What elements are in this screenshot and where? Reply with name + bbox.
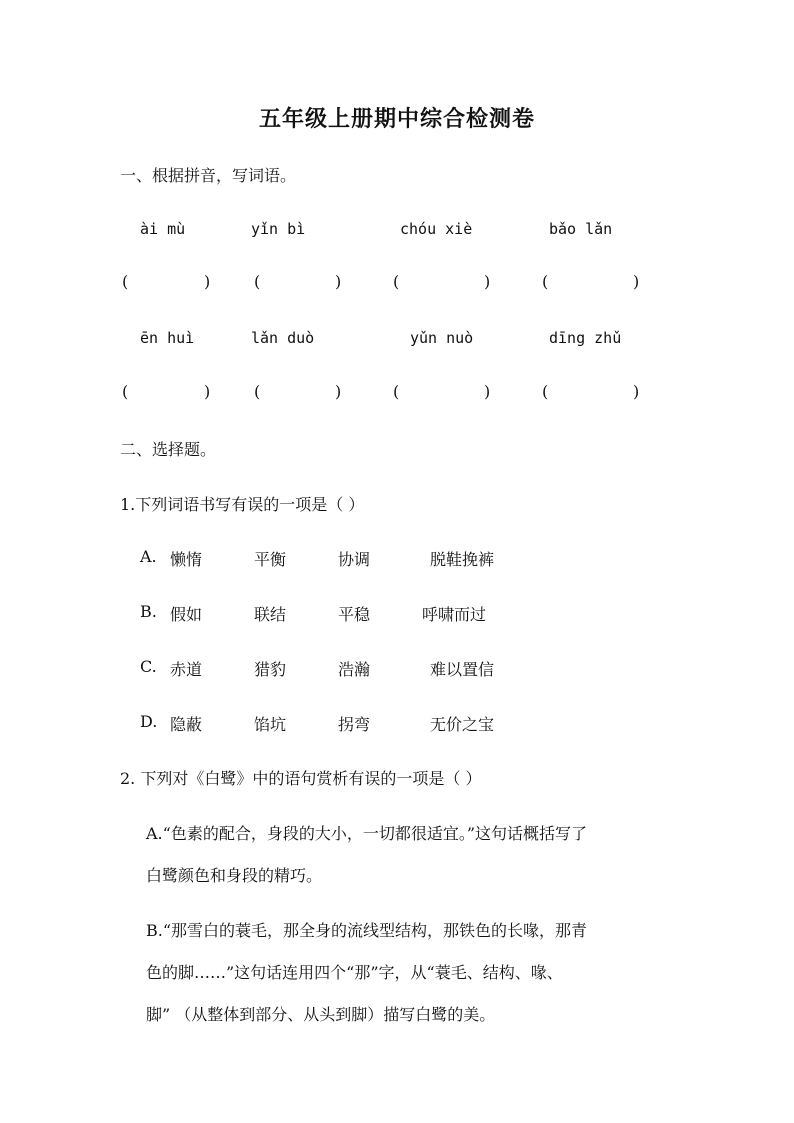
answer-blank-close: ) [484, 382, 491, 401]
q1-option-b-word-1: 假如 [170, 605, 203, 624]
question-2-stem: 2. 下列对《白鹭》中的语句赏析有误的一项是（ ） [120, 769, 482, 788]
answer-blank-close: ) [335, 382, 342, 401]
q2-option-b-line-3: 脚” （从整体到部分、从头到脚）描写白鹭的美。 [146, 1005, 496, 1024]
page-title: 五年级上册期中综合检测卷 [258, 106, 535, 132]
pinyin-7: yǔn nuò [410, 329, 474, 347]
pinyin-1: ài mù [140, 220, 186, 238]
q1-option-c-word-1: 赤道 [170, 660, 203, 679]
answer-blank-close: ) [633, 382, 640, 401]
q1-option-a-word-1: 懒惰 [170, 550, 203, 569]
answer-blank-close: ) [204, 382, 211, 401]
answer-blank-open: ( [122, 272, 129, 291]
q1-option-d-word-3: 拐弯 [338, 715, 371, 734]
answer-blank-close: ) [484, 272, 491, 291]
q1-option-d-letter: D. [140, 712, 158, 731]
q2-option-a-line-1: A.“色素的配合，身段的大小，一切都很适宜。”这句话概括写了 [146, 824, 588, 843]
pinyin-3: chóu xiè [400, 220, 473, 238]
q2-option-b-line-2: 色的脚……”这句话连用四个“那”字，从“蓑毛、结构、喙、 [146, 963, 563, 982]
answer-blank-open: ( [393, 382, 400, 401]
q2-option-a-line-2: 白鹭颜色和身段的精巧。 [146, 866, 323, 885]
q1-option-b-word-3: 平稳 [338, 605, 371, 624]
q1-option-d-word-1: 隐蔽 [170, 715, 203, 734]
q1-option-b-word-4: 呼啸而过 [422, 605, 487, 624]
answer-blank-close: ) [335, 272, 342, 291]
q1-option-c-letter: C. [140, 657, 157, 676]
answer-blank-open: ( [393, 272, 400, 291]
pinyin-6: lǎn duò [251, 329, 315, 347]
q1-option-c-word-3: 浩瀚 [338, 660, 371, 679]
pinyin-8: dīng zhǔ [549, 329, 622, 347]
answer-blank-open: ( [542, 272, 549, 291]
q1-option-b-word-2: 联结 [254, 605, 287, 624]
pinyin-5: ēn huì [140, 329, 195, 347]
q1-option-d-word-2: 馅坑 [254, 715, 287, 734]
q1-option-a-letter: A. [140, 547, 157, 566]
q1-option-c-word-2: 猎豹 [254, 660, 287, 679]
q1-option-a-word-2: 平衡 [254, 550, 287, 569]
pinyin-2: yǐn bì [251, 220, 306, 238]
q1-option-a-word-3: 协调 [338, 550, 371, 569]
answer-blank-open: ( [542, 382, 549, 401]
section-2-heading: 二、选择题。 [120, 440, 217, 459]
question-1-stem: 1.下列词语书写有误的一项是（ ） [120, 495, 365, 514]
q1-option-c-word-4: 难以置信 [430, 660, 495, 679]
section-1-heading: 一、根据拼音，写词语。 [120, 166, 297, 185]
q2-option-b-line-1: B.“那雪白的蓑毛，那全身的流线型结构，那铁色的长喙，那青 [146, 921, 588, 940]
q1-option-d-word-4: 无价之宝 [430, 715, 495, 734]
answer-blank-close: ) [204, 272, 211, 291]
answer-blank-open: ( [122, 382, 129, 401]
q1-option-b-letter: B. [140, 602, 157, 621]
answer-blank-open: ( [254, 382, 261, 401]
answer-blank-open: ( [254, 272, 261, 291]
q1-option-a-word-4: 脱鞋挽裤 [430, 550, 495, 569]
pinyin-4: bǎo lǎn [549, 220, 613, 238]
answer-blank-close: ) [633, 272, 640, 291]
